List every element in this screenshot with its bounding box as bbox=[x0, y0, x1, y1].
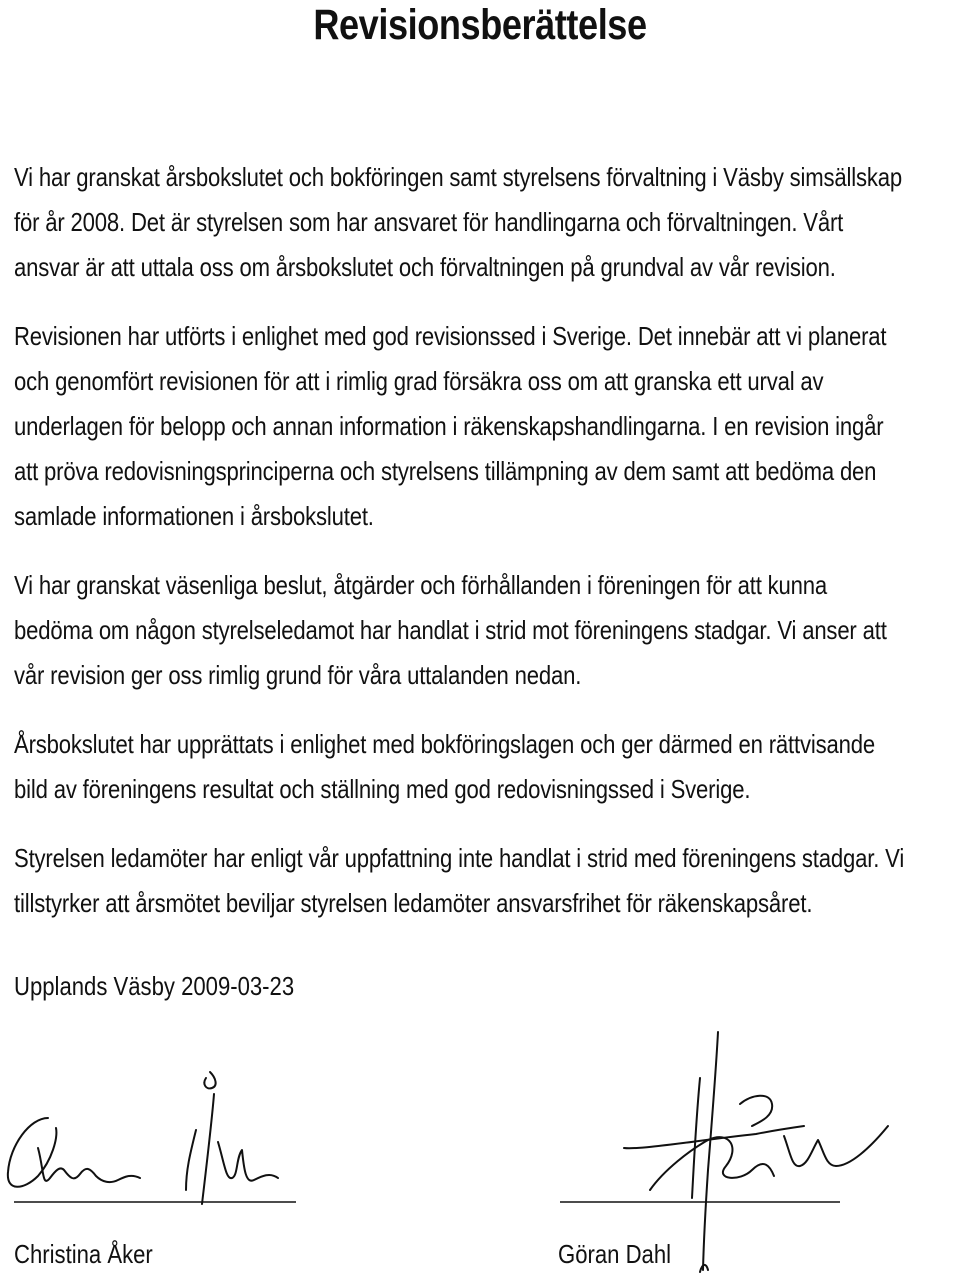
text-line: vår revision ger oss rimlig grund för våra uttalanden nedan. bbox=[14, 660, 582, 690]
place-and-date: Upplands Väsby 2009-03-23 bbox=[14, 971, 295, 1001]
text-line: Vi har granskat väsenliga beslut, åtgärder och förhållanden i föreningen för att kunna bbox=[14, 570, 828, 600]
document-body bbox=[14, 155, 941, 950]
text-line: Vi har granskat årsbokslutet och bokföringen samt styrelsens förvaltning i Väsby simsällskap bbox=[14, 162, 903, 192]
text-line: för år 2008. Det är styrelsen som har ansvaret för handlingarna och förvaltningen. Vårt bbox=[14, 207, 844, 237]
text-line: och genomfört revisionen för att i rimlig grad försäkra oss om att granska ett urval av bbox=[14, 366, 824, 396]
text-line: Revisionen har utförts i enlighet med god revisionssed i Sverige. Det innebär att vi planerat bbox=[14, 321, 887, 351]
paragraph-accounts-opinion bbox=[14, 722, 941, 812]
document-title: Revisionsberättelse bbox=[313, 1, 647, 49]
paragraph-governance bbox=[14, 563, 941, 698]
text-line: att pröva redovisningsprinciperna och styrelsens tillämpning av dem samt att bedöma den bbox=[14, 456, 877, 486]
text-line: bild av föreningens resultat och ställning med god redovisningssed i Sverige. bbox=[14, 774, 751, 804]
text-line: ansvar är att uttala oss om årsbokslutet och förvaltningen på grundval av vår revision. bbox=[14, 252, 836, 282]
signature-block bbox=[0, 1030, 960, 1273]
text-line: samlade informationen i årsbokslutet. bbox=[14, 501, 374, 531]
text-line: bedöma om någon styrelseledamot har handlat i strid mot föreningens stadgar. Vi anser att bbox=[14, 615, 887, 645]
text-line: Styrelsen ledamöter har enligt vår uppfattning inte handlat i strid med föreningens stadgar. Vi bbox=[14, 843, 905, 873]
text-line: tillstyrker att årsmötet beviljar styrelsen ledamöter ansvarsfrihet för räkenskapsåret. bbox=[14, 888, 813, 918]
paragraph-discharge bbox=[14, 836, 941, 926]
text-line: underlagen för belopp och annan information i räkenskapshandlingarna. I en revision ingår bbox=[14, 411, 884, 441]
signatory-name-right: Göran Dahl bbox=[558, 1239, 672, 1269]
handwritten-signature-left bbox=[8, 1072, 278, 1204]
paragraph-scope bbox=[14, 155, 941, 290]
signatory-name-left: Christina Åker bbox=[14, 1239, 153, 1269]
paragraph-method bbox=[14, 314, 941, 539]
text-line: Årsbokslutet har upprättats i enlighet med bokföringslagen och ger därmed en rättvisande bbox=[14, 729, 875, 759]
handwritten-signature-right bbox=[624, 1032, 888, 1272]
